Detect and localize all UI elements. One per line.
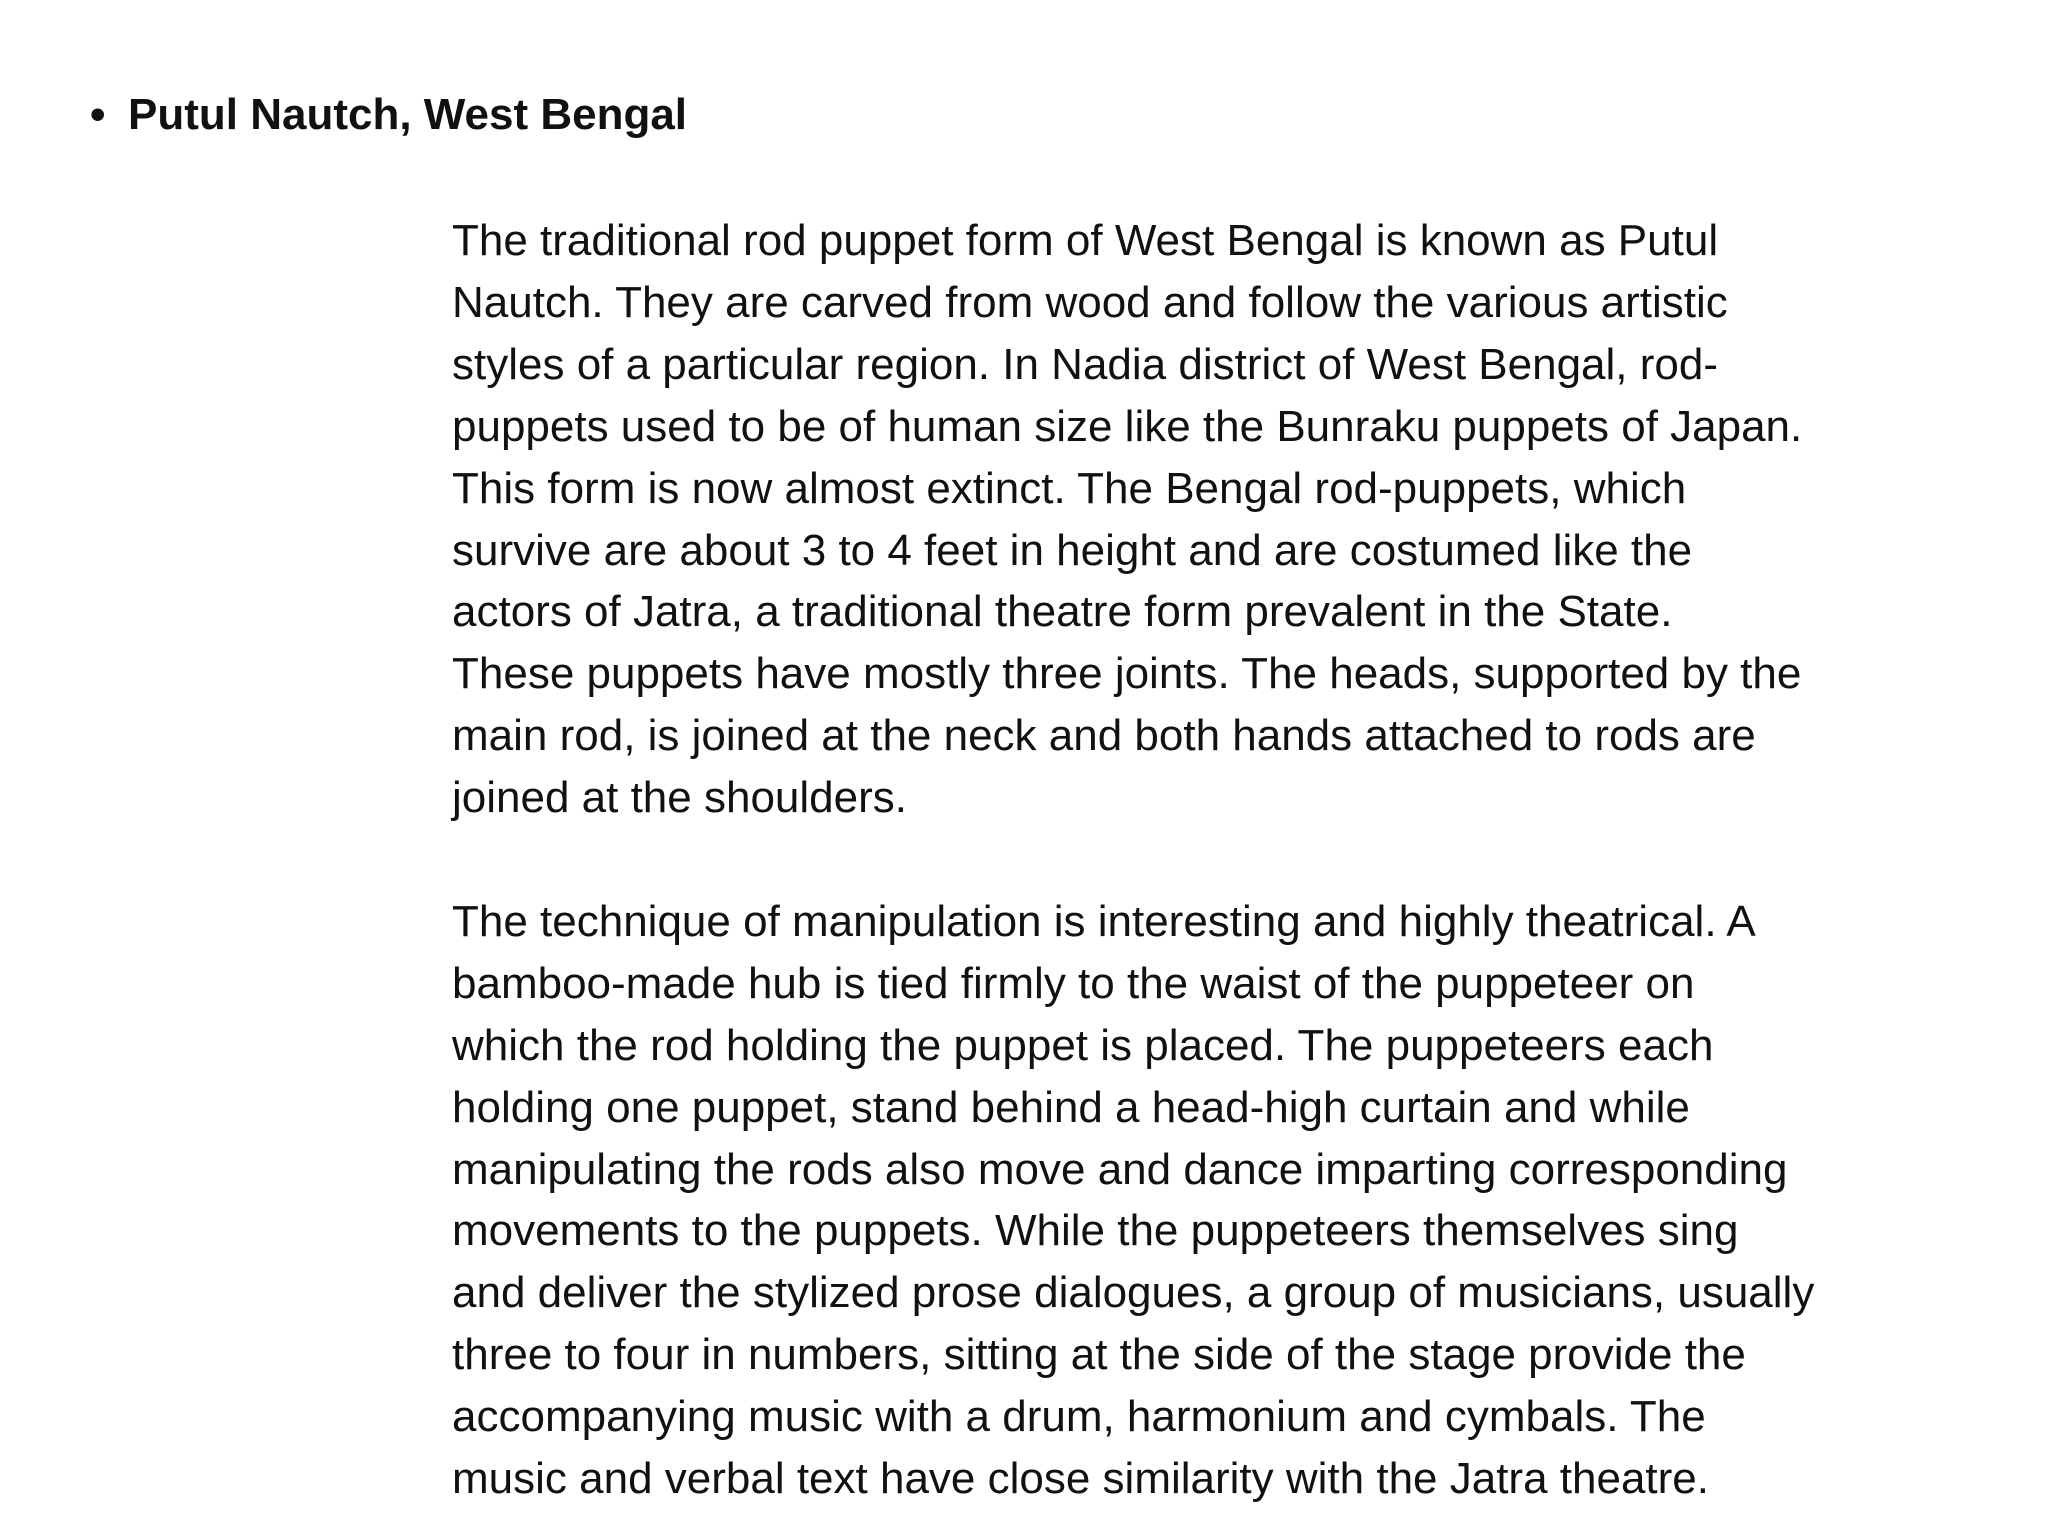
body-text (452, 210, 1972, 1510)
text-line: main rod, is joined at the neck and both hands attached to rods are (452, 711, 1756, 761)
text-line: joined at the shoulders. (452, 773, 907, 823)
text-line: The traditional rod puppet form of West Bengal is known as Putul (452, 216, 1719, 265)
text-line: The technique of manipulation is interesting and highly theatrical. A (452, 896, 1756, 946)
text-line: which the rod holding the puppet is placed. The puppeteers each (452, 1020, 1714, 1070)
text-line: bamboo-made hub is tied firmly to the waist of the puppeteer on (452, 958, 1695, 1008)
paragraph-spacer (452, 829, 1972, 891)
text-line: Nautch. They are carved from wood and follow the various artistic (452, 277, 1728, 327)
bullet-icon: • (90, 90, 106, 139)
text-line: and deliver the stylized prose dialogues, a group of musicians, usually (452, 1268, 1815, 1318)
text-line: actors of Jatra, a traditional theatre form prevalent in the State. (452, 587, 1673, 637)
text-line: three to four in numbers, sitting at the side of the stage provide the (452, 1330, 1746, 1380)
heading-title: Putul Nautch, West Bengal (128, 90, 688, 139)
text-line: survive are about 3 to 4 feet in height and are costumed like the (452, 525, 1693, 575)
text-line: movements to the puppets. While the puppeteers themselves sing (452, 1206, 1739, 1256)
text-line: puppets used to be of human size like the Bunraku puppets of Japan. (452, 401, 1803, 451)
text-line: styles of a particular region. In Nadia district of West Bengal, rod- (452, 339, 1718, 389)
section-heading (90, 88, 687, 142)
text-line: music and verbal text have close similarity with the Jatra theatre. (452, 1454, 1709, 1504)
paragraph-2 (452, 891, 1972, 1510)
text-line: These puppets have mostly three joints. The heads, supported by the (452, 649, 1802, 699)
paragraph-1 (452, 210, 1972, 829)
text-line: holding one puppet, stand behind a head-high curtain and while (452, 1082, 1690, 1132)
text-line: This form is now almost extinct. The Bengal rod-puppets, which (452, 463, 1687, 513)
text-line: manipulating the rods also move and dance imparting corresponding (452, 1144, 1788, 1194)
text-line: accompanying music with a drum, harmonium and cymbals. The (452, 1392, 1706, 1442)
